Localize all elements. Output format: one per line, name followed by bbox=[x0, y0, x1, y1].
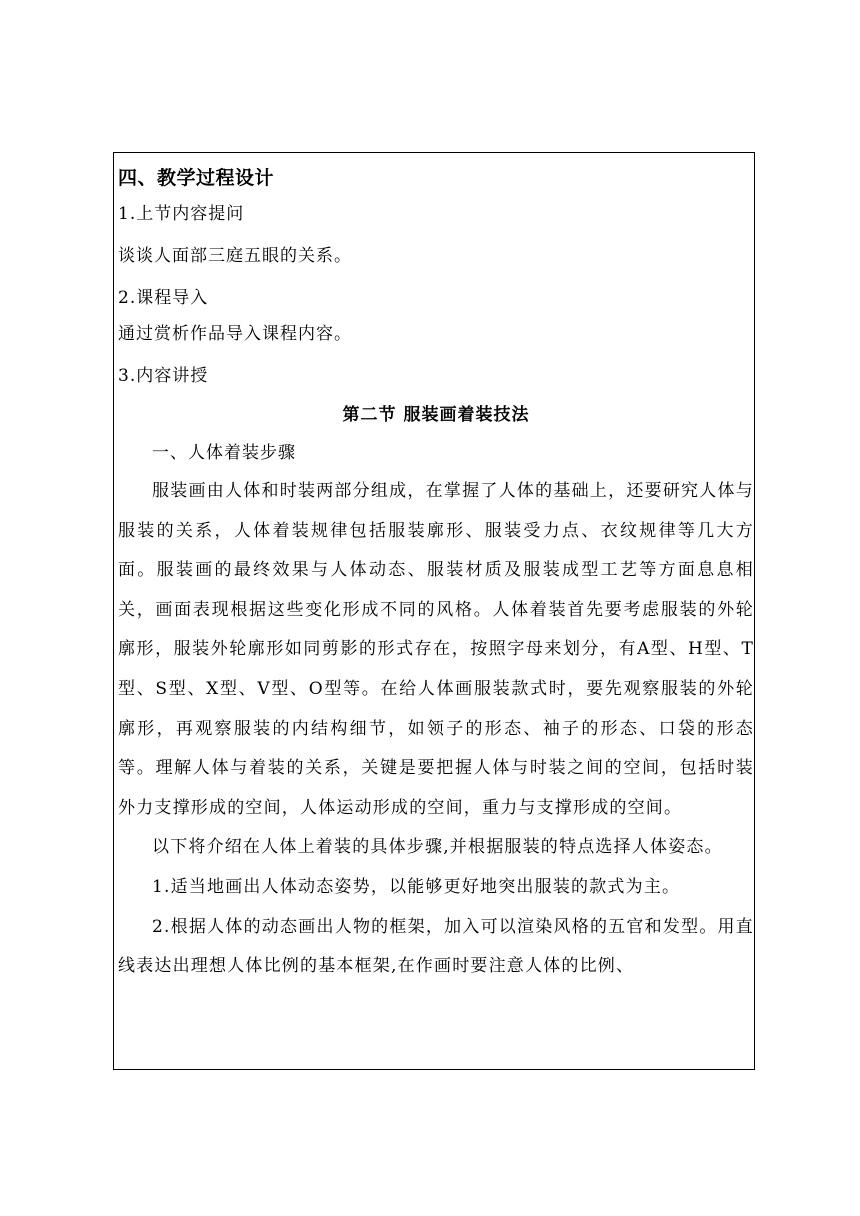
lesson-subsection: 一、人体着装步骤 bbox=[152, 443, 296, 463]
item-text-intro: 通过赏析作品导入课程内容。 bbox=[118, 324, 352, 344]
body-paragraph: 2.根据人体的动态画出人物的框架，加入可以渲染风格的五官和发型。用直线表达出理想人体比例的基本框架,在作画时要注意人体的比例、 bbox=[118, 916, 754, 977]
item-text-review: 谈谈人面部三庭五眼的关系。 bbox=[118, 246, 352, 266]
document-content bbox=[118, 160, 754, 987]
section-heading: 四、教学过程设计 bbox=[118, 167, 275, 189]
body-paragraph: 以下将介绍在人体上着装的具体步骤,并根据服装的特点选择人体姿态。 bbox=[152, 837, 723, 858]
item-label-teaching: 3.内容讲授 bbox=[118, 366, 209, 386]
body-paragraph: 服装画由人体和时装两部分组成，在掌握了人体的基础上，还要研究人体与服装的关系，人体着装规律包括服装廓形、服装受力点、衣纹规律等几大方面。服装画的最终效果与人体动态、服装材质及服装成型工艺等方面息息相关，画面表现根据这些变化形成不同的风格。人体着装首先要考虑服装的外轮廓形，服装外轮廓形如同剪影的形式存在，按照字母来划分，有A型、H型、T型、S型、X型、V型、O型等。在给人体画服装款式时，要先观察服装的外轮廓形，再观察服装的内结构细节，如领子的形态、袖子的形态、口袋的形态等。理解人体与着装的关系，关键是要把握人体与时装之间的空间，包括时装外力支撑形成的空间，人体运动形成的空间，重力与支撑形成的空间。 bbox=[118, 481, 754, 818]
item-label-review: 1.上节内容提问 bbox=[118, 204, 245, 224]
item-label-intro: 2.课程导入 bbox=[118, 288, 209, 308]
lesson-title: 第二节 服装画着装技法 bbox=[342, 405, 530, 425]
body-paragraph: 1.适当地画出人体动态姿势，以能够更好地突出服装的款式为主。 bbox=[152, 876, 681, 897]
